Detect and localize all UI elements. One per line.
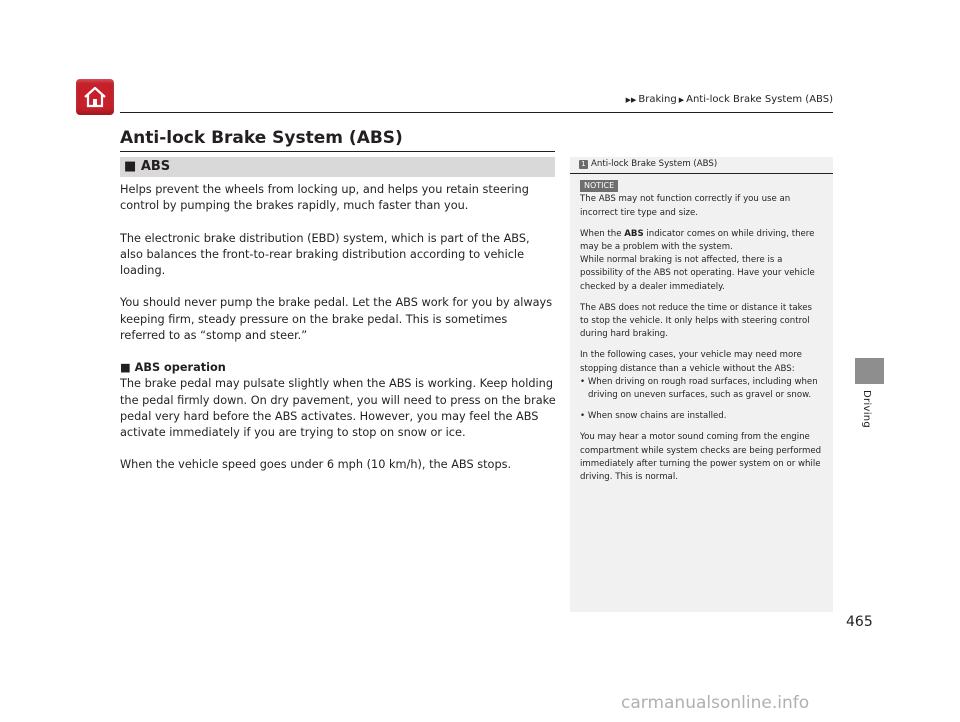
section-heading	[120, 157, 555, 177]
reference-number-icon: 1	[579, 160, 588, 169]
abs-text-pre: When the	[580, 228, 625, 239]
sidebar-paragraph: The ABS does not reduce the time or distance it takes to stop the vehicle. It only helps with steering control during hard braking.	[580, 302, 813, 340]
sidebar-paragraph	[580, 228, 823, 294]
paragraph: The brake pedal may pulsate slightly when the ABS is working. Keep holding the pedal firmly down. On dry pavement, you will need to press on the brake pedal very hard before the ABS activates. However, you may feel the ABS activate immediately if you are trying to stop on snow or ice.	[120, 377, 556, 439]
main-content	[120, 182, 556, 490]
paragraph: Helps prevent the wheels from locking up, and helps you retain steering control by pumping the brakes rapidly, much faster than you.	[120, 183, 529, 213]
breadcrumb-item-abs: Anti-lock Brake System (ABS)	[686, 94, 833, 105]
sidebar-notes	[570, 157, 833, 612]
bullet-icon: •	[580, 376, 588, 387]
paragraph: When the vehicle speed goes under 6 mph (10 km/h), the ABS stops.	[120, 458, 512, 472]
title-rule	[120, 151, 555, 152]
paragraph: The electronic brake distribution (EBD) system, which is part of the ABS, also balances the front-to-rear braking distribution according to vehicle loading.	[120, 231, 530, 277]
abs-text-line2: While normal braking is not affected, there is a possibility of the ABS not operating. Have your vehicle checked by a dealer immediately.	[580, 255, 815, 292]
notice-text: The ABS may not function correctly if you use an incorrect tire type and size.	[580, 194, 791, 218]
notice-badge: NOTICE	[580, 180, 618, 192]
abs-indicator-name: ABS	[624, 228, 644, 239]
sidebar-title: Anti-lock Brake System (ABS)	[591, 159, 718, 169]
sidebar-paragraph: In the following cases, your vehicle may need more stopping distance than a vehicle without the ABS:	[580, 350, 802, 374]
section-square-icon: ■	[124, 159, 137, 174]
list-item	[580, 410, 823, 423]
list-item-text: When driving on rough road surfaces, including when driving on uneven surfaces, such as gravel or snow.	[587, 376, 818, 401]
subsection-title: ABS operation	[134, 361, 226, 375]
paragraph: You should never pump the brake pedal. Let the ABS work for you by always keeping firm, steady pressure on the brake pedal. This is sometimes referred to as “stomp and steer.”	[120, 296, 553, 342]
side-tab-marker	[855, 358, 884, 384]
subsection-heading	[120, 360, 556, 376]
home-button[interactable]	[76, 79, 114, 115]
page-title: Anti-lock Brake System (ABS)	[120, 128, 403, 148]
list-item	[580, 376, 823, 402]
breadcrumb	[626, 94, 833, 105]
bullet-icon: •	[580, 411, 588, 422]
section-title: ABS	[140, 159, 171, 174]
breadcrumb-item-braking[interactable]: Braking	[638, 94, 677, 105]
watermark: carmanualsonline.info	[621, 693, 810, 713]
arrow-right-icon: ▶	[678, 95, 685, 104]
side-tab-label: Driving	[861, 390, 872, 429]
abs-text-post: indicator comes on while driving, there may be a problem with the system.	[580, 228, 815, 253]
header-rule	[120, 112, 833, 113]
subsection-square-icon: ■	[120, 361, 131, 375]
list-item-text: When snow chains are installed.	[587, 411, 727, 422]
page-number: 465	[846, 614, 873, 630]
home-icon	[82, 85, 108, 109]
arrow-right-icon: ▶▶	[625, 95, 637, 104]
sidebar-heading	[570, 157, 833, 174]
sidebar-paragraph: You may hear a motor sound coming from the engine compartment while system checks are being performed immediately after turning the power system on or while driving. This is normal.	[580, 432, 822, 483]
